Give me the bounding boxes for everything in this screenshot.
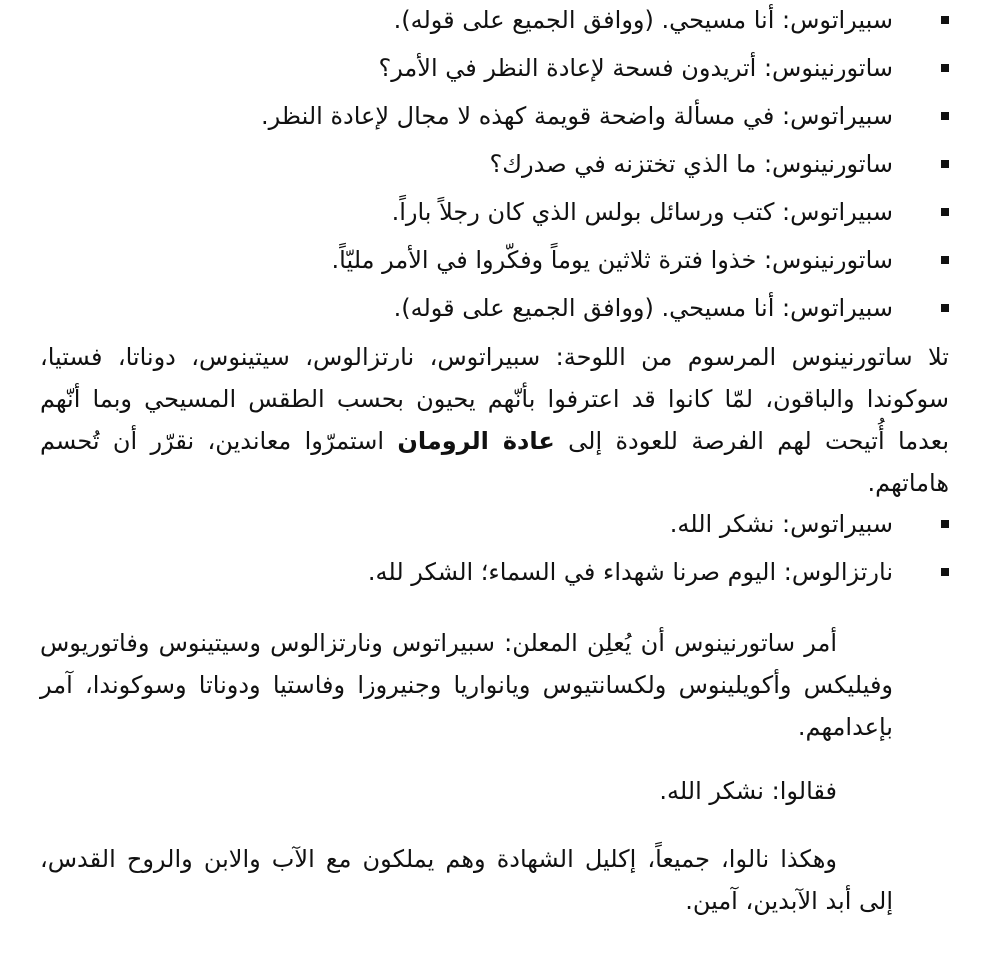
square-bullet-icon	[941, 112, 949, 120]
dialogue-text: سبيراتوس: نشكر الله.	[669, 510, 893, 538]
square-bullet-icon	[941, 64, 949, 72]
dialogue-item	[40, 0, 949, 48]
verdict-text-before: تلا ساتورنينوس المرسوم من اللوحة: سبيراتوس، نارتزالوس، سيتينوس، دوناتا، فستيا، سوكوندا والباقون، لمّا كانوا قد اعترفوا بأنّهم يحيون بحسب الطقس المسيحي وبما أنّهم بعدما أُتيحت لهم الفرصة للعودة إلى	[40, 343, 950, 455]
execution-order-paragraph: أمر ساتورنينوس أن يُعلِن المعلن: سبيراتوس ونارتزالوس وسيتينوس وفاتوريوس وفيليكس وأكويلينوس ولكسانتيوس ويانواريا وجنيروزا وفاستيا ودوناتا وسوكوندا، آمر بإعدامهم.	[40, 629, 893, 741]
square-bullet-icon	[941, 208, 949, 216]
dialogue-item	[40, 504, 949, 552]
dialogue-text: ساتورنينوس: أتريدون فسحة لإعادة النظر في الأمر؟	[378, 54, 893, 82]
square-bullet-icon	[941, 304, 949, 312]
dialogue-item	[40, 48, 949, 96]
verdict-text-after: استمرّوا معاندين، نقرّر أن تُحسم هاماتهم.	[40, 427, 949, 497]
dialogue-text: نارتزالوس: اليوم صرنا شهداء في السماء؛ الشكر لله.	[367, 558, 893, 586]
verdict-item	[40, 336, 949, 504]
dialogue-item	[40, 192, 949, 240]
dialogue-item	[40, 552, 949, 600]
thanks-paragraph: فقالوا: نشكر الله.	[659, 777, 837, 805]
dialogue-text: سبيراتوس: أنا مسيحي. (ووافق الجميع على قوله).	[393, 294, 893, 322]
square-bullet-icon	[941, 520, 949, 528]
dialogue-item	[40, 144, 949, 192]
dialogue-text: سبيراتوس: كتب ورسائل بولس الذي كان رجلاً باراً.	[391, 198, 893, 226]
dialogue-item	[40, 288, 949, 336]
closing-paragraph: وهكذا نالوا، جميعاً، إكليل الشهادة وهم يملكون مع الآب والابن والروح القدس، إلى أبد الآبدين، آمين.	[40, 845, 893, 915]
dialogue-text: سبيراتوس: أنا مسيحي. (ووافق الجميع على قوله).	[393, 6, 893, 34]
dialogue-item	[40, 96, 949, 144]
square-bullet-icon	[941, 16, 949, 24]
dialogue-list-top	[40, 0, 893, 336]
square-bullet-icon	[941, 256, 949, 264]
verdict-keyword: عادة الرومان	[397, 427, 555, 455]
square-bullet-icon	[941, 160, 949, 168]
dialogue-item	[40, 240, 949, 288]
dialogue-text: ساتورنينوس: ما الذي تختزنه في صدرك؟	[489, 150, 893, 178]
square-bullet-icon	[941, 568, 949, 576]
dialogue-text: سبيراتوس: في مسألة واضحة قويمة كهذه لا مجال لإعادة النظر.	[261, 102, 893, 130]
dialogue-list-bottom	[40, 504, 893, 600]
dialogue-text: ساتورنينوس: خذوا فترة ثلاثين يوماً وفكّروا في الأمر مليّاً.	[331, 246, 893, 274]
